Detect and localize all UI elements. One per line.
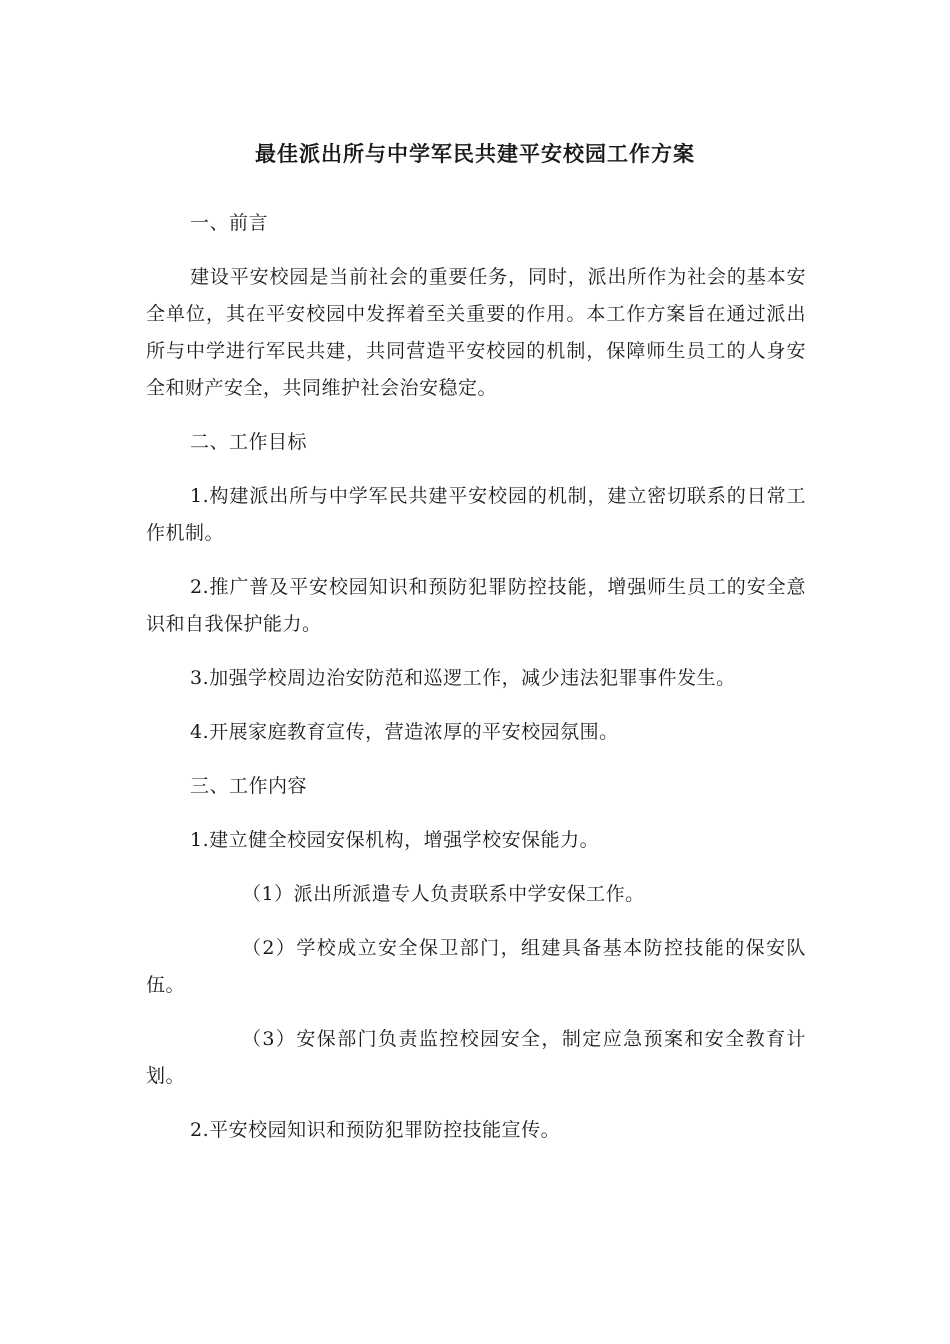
document-title: 最佳派出所与中学军民共建平安校园工作方案 <box>255 142 695 166</box>
goal-item-3: 3.加强学校周边治安防范和巡逻工作，减少违法犯罪事件发生。 <box>190 667 736 689</box>
document-body <box>146 205 806 1166</box>
preface-paragraph: 建设平安校园是当前社会的重要任务，同时，派出所作为社会的基本安全单位，其在平安校园中发挥着至关重要的作用。本工作方案旨在通过派出所与中学进行军民共建，共同营造平安校园的机制，保障师生员工的人身安全和财产安全，共同维护社会治安稳定。 <box>146 266 806 399</box>
section-heading-goals: 二、工作目标 <box>190 431 308 453</box>
content-item-1: 1.建立健全校园安保机构，增强学校安保能力。 <box>190 829 600 851</box>
content-subitem-3: （3）安保部门负责监控校园安全，制定应急预案和安全教育计划。 <box>146 1028 806 1087</box>
goal-item-1: 1.构建派出所与中学军民共建平安校园的机制，建立密切联系的日常工作机制。 <box>146 485 806 544</box>
goal-item-2: 2.推广普及平安校园知识和预防犯罪防控技能，增强师生员工的安全意识和自我保护能力。 <box>146 576 806 635</box>
goal-item-4: 4.开展家庭教育宣传，营造浓厚的平安校园氛围。 <box>190 721 619 743</box>
content-item-2: 2.平安校园知识和预防犯罪防控技能宣传。 <box>190 1119 561 1141</box>
content-subitem-1: （1）派出所派遣专人负责联系中学安保工作。 <box>242 883 645 905</box>
section-heading-content: 三、工作内容 <box>190 775 308 797</box>
section-heading-preface: 一、前言 <box>190 212 269 234</box>
content-subitem-2: （2）学校成立安全保卫部门，组建具备基本防控技能的保安队伍。 <box>146 937 806 996</box>
